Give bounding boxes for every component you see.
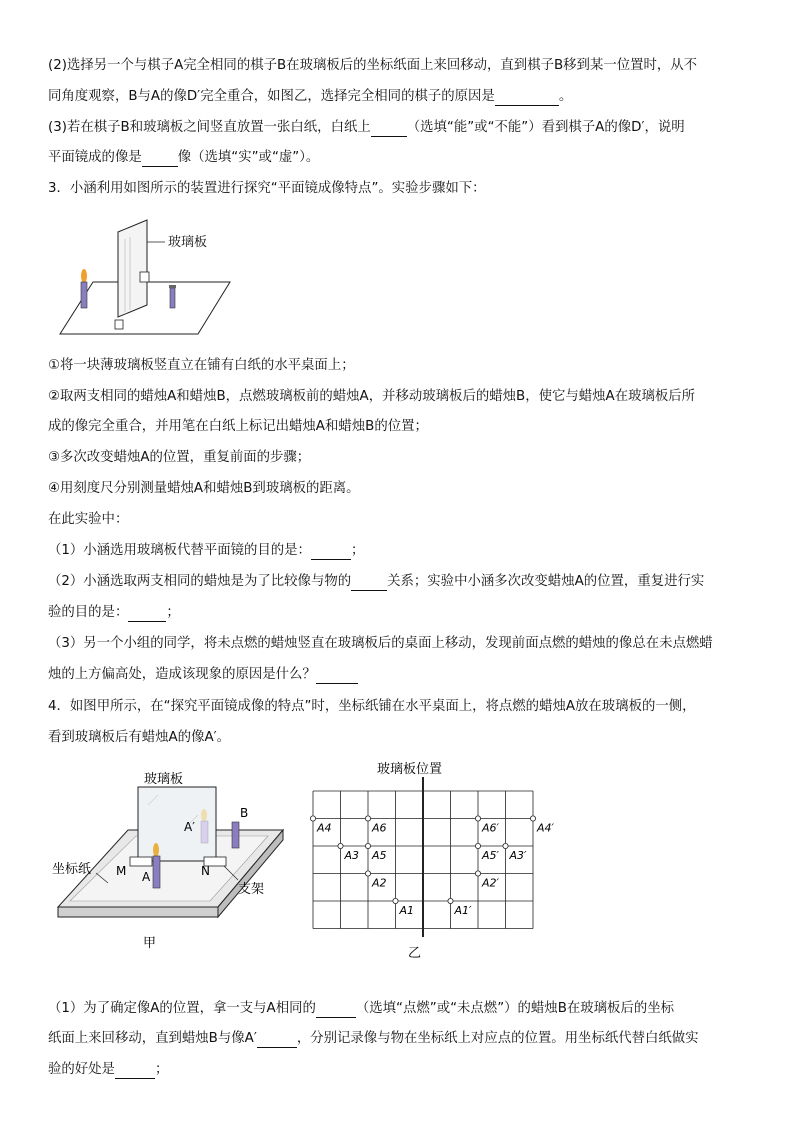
grid-point (475, 816, 480, 821)
point-label: A1 (399, 904, 415, 917)
grid-point (503, 843, 508, 848)
q3-step2b: 成的像完全重合，并用笔在白纸上标记出蜡烛A和蜡烛B的位置； (48, 419, 428, 434)
grid-point (365, 816, 370, 821)
q4-sub1b (48, 1030, 699, 1048)
answer-blank[interactable] (257, 1033, 297, 1048)
grid-point (310, 816, 315, 821)
q4-title-b: 看到玻璃板后有蜡烛A的像A′。 (48, 730, 231, 745)
point-label: A2 (372, 876, 387, 890)
candle-a (81, 282, 87, 308)
q4-sub1-text5: 验的好处是 (48, 1062, 115, 1077)
grid-point (475, 871, 480, 876)
image-a (201, 821, 208, 843)
grid-point (475, 843, 480, 848)
q4-sub1-text2: （选填“点燃”或“未点燃”）的蜡烛B在玻璃板后的坐标 (355, 1001, 675, 1016)
clip-top (140, 272, 149, 282)
point-label: A2′ (482, 876, 500, 890)
jia-b-label: B (240, 806, 249, 820)
point-label: A5′ (482, 849, 500, 862)
q2-3-line1 (48, 119, 685, 137)
glass-plate (118, 220, 147, 317)
q3-sub1-text: （1）小涵选用玻璃板代替平面镜的目的是： (48, 543, 311, 558)
q3-sub2-text3: 验的目的是： (48, 605, 129, 620)
yi-glass-label: 玻璃板位置 (377, 762, 443, 777)
q2-2-text: 同角度观察，B与A的像D′完全重合，如图乙，选择完全相同的棋子的原因是 (48, 89, 495, 104)
grid-point (365, 843, 370, 848)
q2-3-text1: (3)若在棋子B和玻璃板之间竖直放置一张白纸，白纸上 (48, 120, 371, 135)
q2-3-line2 (48, 149, 319, 167)
candle-b (170, 288, 175, 308)
candle-a (153, 856, 160, 888)
punct: 。 (558, 89, 573, 104)
q3-sub1 (48, 542, 364, 560)
answer-blank[interactable] (371, 122, 407, 137)
fig-yi (305, 755, 555, 965)
jia-n-label: N (201, 864, 210, 878)
answer-blank[interactable] (351, 576, 387, 591)
answer-blank[interactable] (142, 152, 178, 167)
punct: ； (154, 1062, 169, 1077)
q4-sub1a (48, 1000, 674, 1018)
fig3-apparatus (55, 212, 255, 342)
jia-caption: 甲 (143, 936, 157, 951)
point-label: A6 (372, 821, 387, 835)
q4-sub1-text4: ，分别记录像与物在坐标纸上对应点的位置。用坐标纸代替白纸做实 (296, 1031, 699, 1046)
answer-blank[interactable] (316, 1003, 356, 1018)
yi-caption: 乙 (408, 946, 422, 961)
q4-sub1-text3: 纸面上来回移动，直到蜡烛B与像A′ (48, 1031, 257, 1046)
answer-blank[interactable] (115, 1064, 155, 1079)
flame-icon (153, 843, 159, 857)
punct: ； (166, 605, 180, 620)
q3-step4: ④用刻度尺分别测量蜡烛A和蜡烛B到玻璃板的距离。 (48, 481, 360, 496)
q3-sub2a (48, 573, 704, 591)
point-label: A3′ (509, 849, 527, 862)
q3-sub2-text1: （2）小涵选取两支相同的蜡烛是为了比较像与物的 (48, 574, 352, 589)
jia-a-label: A (142, 870, 151, 884)
q3-step3: ③多次改变蜡烛A的位置，重复前面的步骤； (48, 450, 311, 465)
q3-sub2-text2: 关系；实验中小涵多次改变蜡烛A的位置，重复进行实 (387, 574, 705, 589)
q3-step2a: ②取两支相同的蜡烛A和蜡烛B，点燃玻璃板前的蜡烛A，并移动玻璃板后的蜡烛B，使它与蜡烛A在玻璃板后所 (48, 389, 696, 404)
jia-glass-label: 玻璃板 (144, 772, 184, 787)
grid-point (530, 816, 535, 821)
grid-point (448, 898, 453, 903)
grid-point (365, 871, 370, 876)
answer-blank[interactable] (495, 91, 559, 106)
jia-a-image-label: A′ (184, 820, 195, 834)
q3-sub2b (48, 604, 180, 622)
q3-sub3a: （3）另一个小组的同学，将未点燃的蜡烛竖直在玻璃板后的桌面上移动，发现前面点燃的蜡烛的像总在未点燃蜡 (48, 636, 713, 651)
grid-point (393, 898, 398, 903)
flame-icon (81, 269, 87, 283)
jia-m-label: M (116, 864, 127, 878)
point-label: A4 (317, 821, 332, 835)
point-label: A4′ (537, 821, 555, 835)
q3-title: 3．小涵利用如图所示的装置进行探究“平面镜成像特点”。实验步骤如下： (48, 181, 486, 196)
q2-3-text2: （选填“能”或“不能”）看到棋子A的像D′，说明 (406, 120, 685, 135)
q2-2-line2 (48, 88, 572, 106)
stand-m (130, 857, 152, 866)
q2-3-text3: 平面镜成的像是 (48, 150, 142, 165)
q3-intro: 在此实验中： (48, 512, 129, 527)
candle-b (232, 822, 239, 848)
answer-blank[interactable] (128, 607, 166, 622)
q2-3-text4: 像（选填“实”或“虚”）。 (177, 150, 320, 165)
q2-2-line1: (2)选择另一个与棋子A完全相同的棋子B在玻璃板后的坐标纸面上来回移动，直到棋子B移到某一位置时，从不 (48, 58, 698, 73)
q4-title-a: 4．如图甲所示，在“探究平面镜成像的特点”时，坐标纸铺在水平桌面上，将点燃的蜡烛A放在玻璃板的一侧， (48, 699, 696, 714)
point-label: A1′ (454, 904, 472, 917)
q3-sub3b (48, 666, 358, 684)
jia-paper-label: 坐标纸 (52, 862, 92, 877)
fig-jia (48, 765, 298, 955)
q3-step1: ①将一块薄玻璃板竖直立在铺有白纸的水平桌面上； (48, 358, 355, 373)
point-label: A6′ (482, 821, 500, 835)
answer-blank[interactable] (316, 669, 358, 684)
grid-point (338, 843, 343, 848)
q4-sub1c (48, 1061, 168, 1079)
point-label: A5 (372, 849, 387, 862)
q4-sub1-text1: （1）为了确定像A的位置，拿一支与A相同的 (48, 1001, 316, 1016)
jia-stand-label: 支架 (238, 882, 265, 897)
point-set (310, 816, 554, 917)
fig3-glass-label: 玻璃板 (168, 235, 208, 250)
punct: ； (350, 543, 365, 558)
q3-sub3-text: 烛的上方偏高处，造成该现象的原因是什么？ (48, 667, 316, 682)
clip-bottom (115, 320, 123, 329)
point-label: A3 (344, 849, 360, 862)
answer-blank[interactable] (311, 545, 351, 560)
